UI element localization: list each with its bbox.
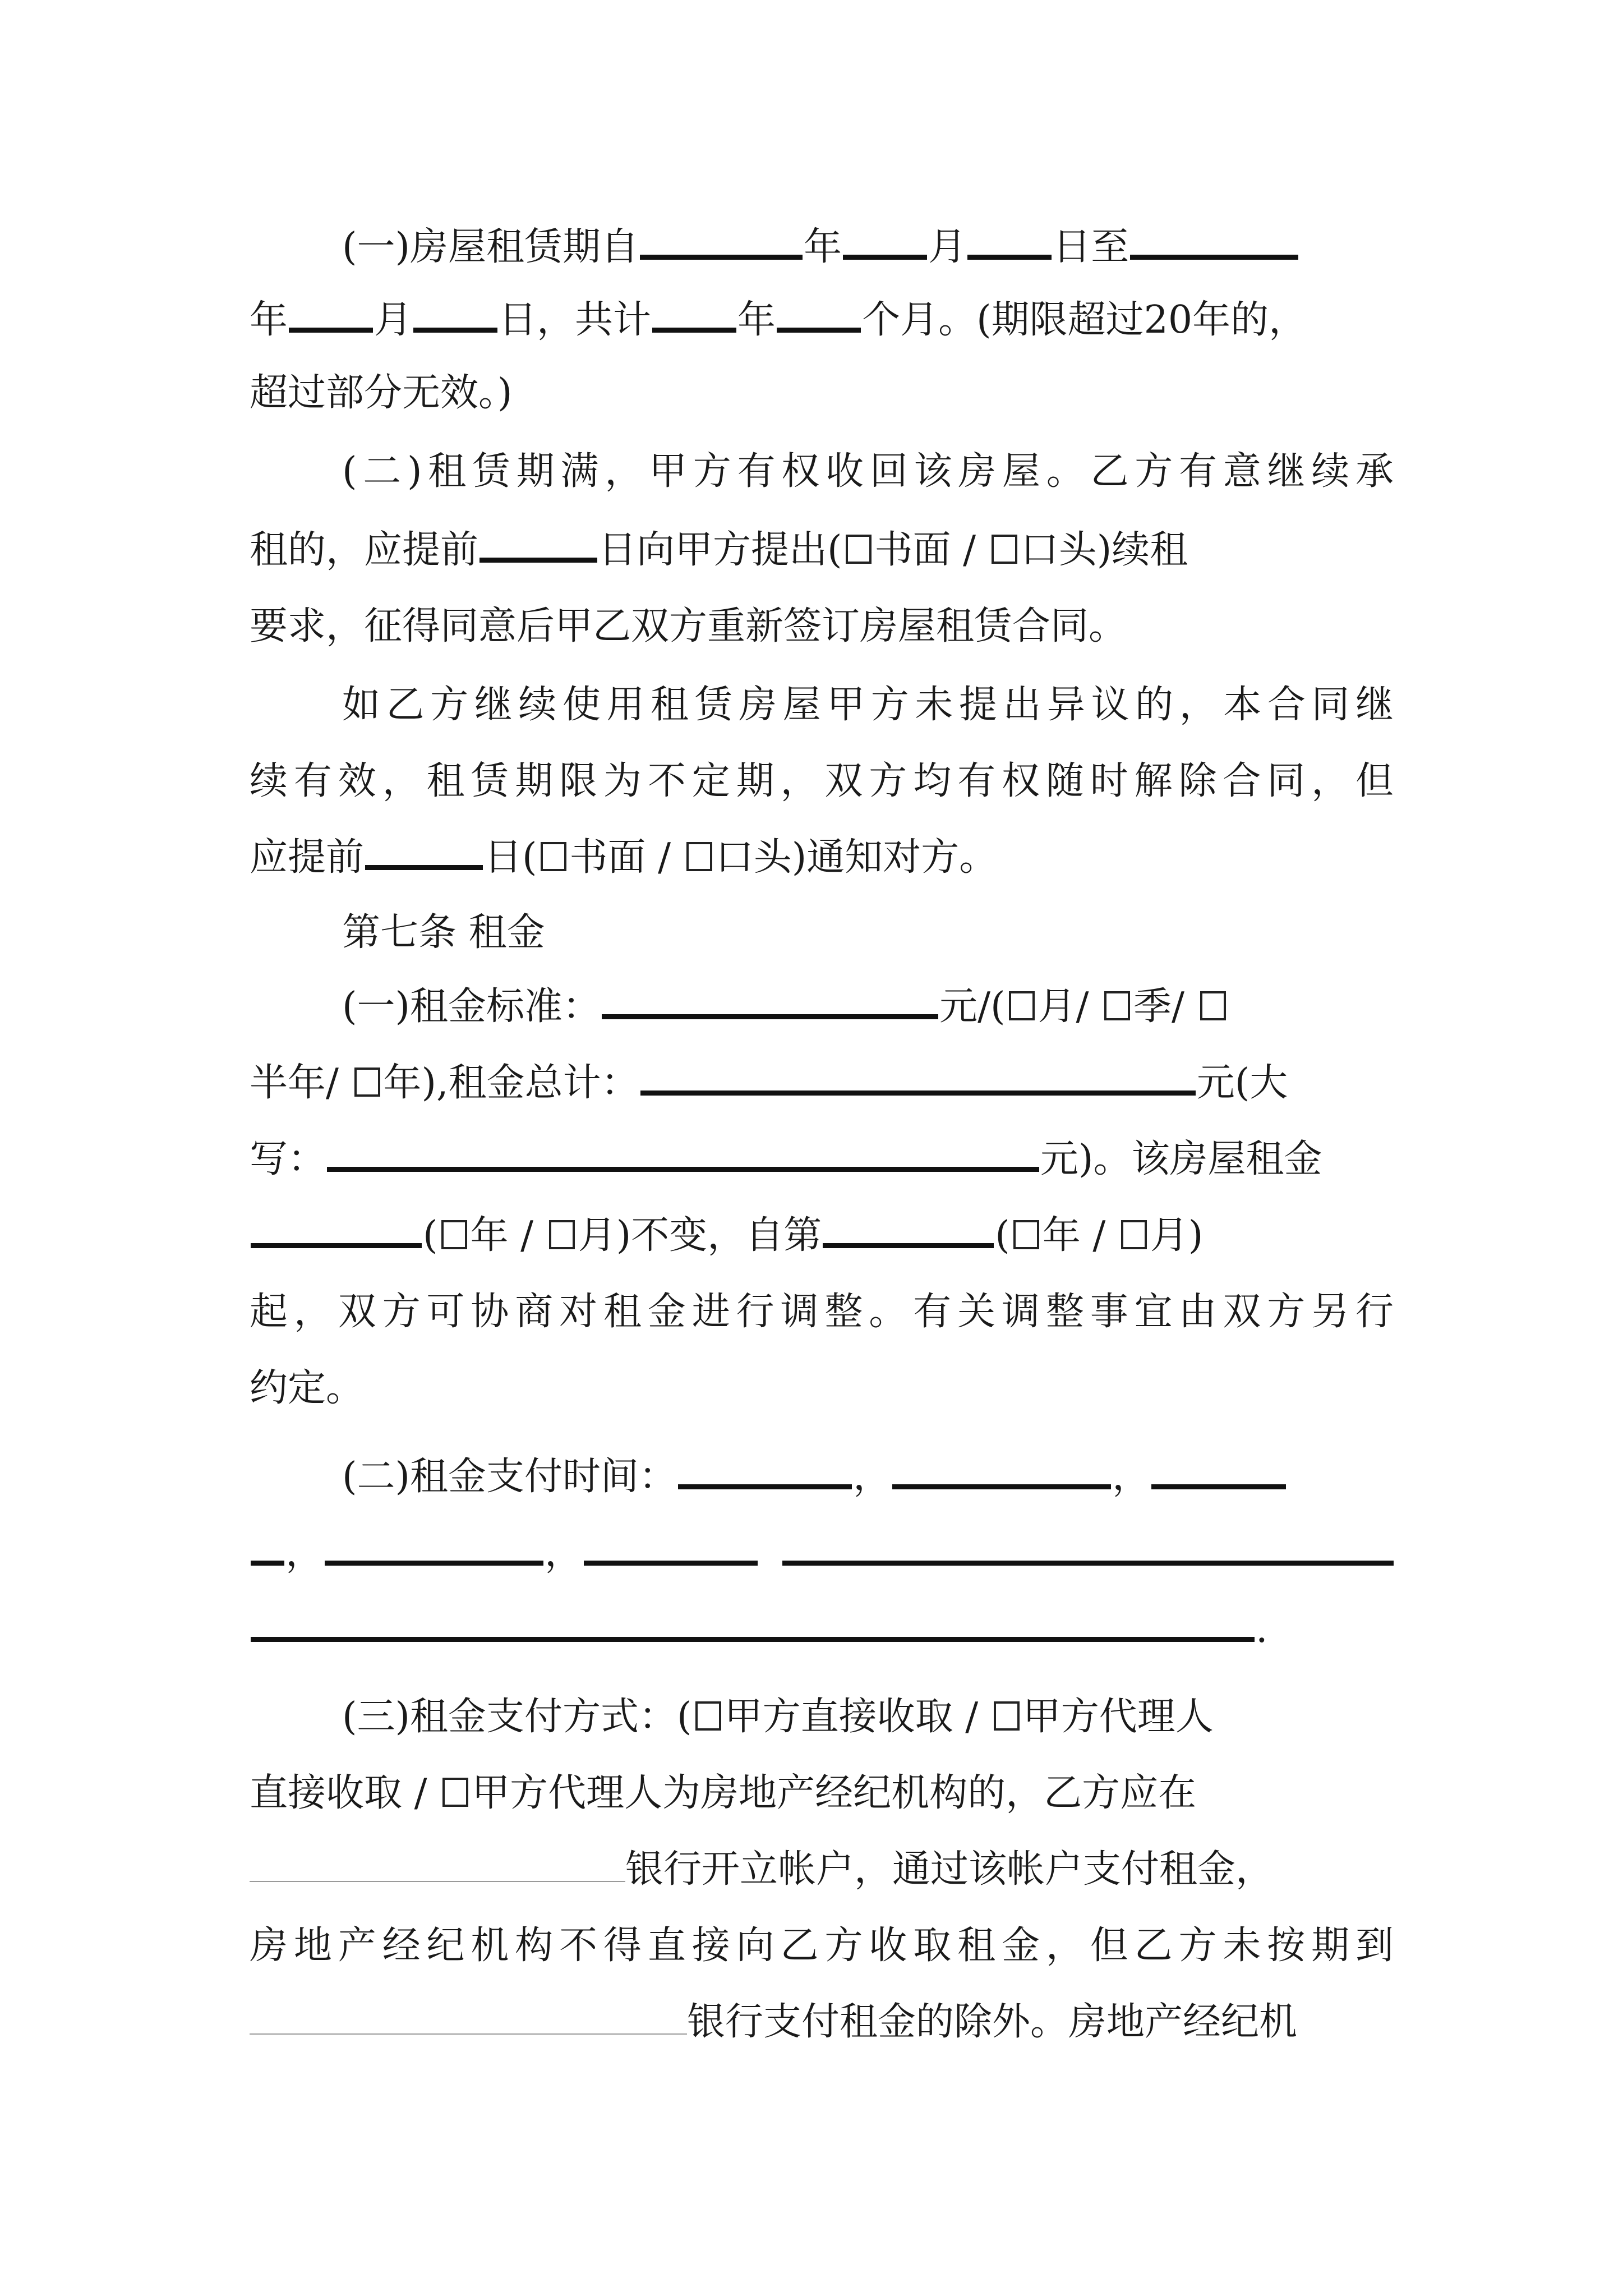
text: 日( [484, 835, 537, 880]
text: 日向甲方提出( [598, 528, 842, 572]
text: 元(大 [1196, 1061, 1288, 1105]
term-line-1 [342, 211, 1394, 284]
text: 口头)续租 [1020, 528, 1188, 572]
written-checkbox[interactable] [846, 535, 872, 564]
text: 年 [804, 225, 842, 269]
rent-fixed-period-blank[interactable] [251, 1204, 422, 1248]
month-checkbox[interactable] [549, 1220, 575, 1249]
year-checkbox[interactable] [354, 1068, 380, 1097]
broker-agent-checkbox[interactable] [442, 1778, 468, 1807]
text: 个月。(期限超过20年的， [862, 298, 1307, 342]
separator: ， [853, 1455, 892, 1499]
pay-time-blank[interactable] [782, 1521, 1394, 1566]
day-end-blank[interactable] [413, 288, 497, 333]
rent-standard-line-2 [250, 1047, 1394, 1120]
period: . [1256, 1607, 1268, 1651]
notice-days-blank[interactable] [365, 826, 483, 870]
renewal-line-5: 续有效，租赁期限为不定期，双方均有权随时解除合同，但 [250, 759, 1394, 803]
text: 月)不变，自第 [578, 1213, 822, 1258]
renewal-line-1: (二)租赁期满，甲方有权收回该房屋。乙方有意继续承 [342, 449, 1394, 494]
article-7-title: 第七条 租金 [342, 910, 545, 955]
rent-standard-line-1 [342, 970, 1394, 1043]
text: 写： [250, 1137, 326, 1181]
landlord-direct-checkbox[interactable] [695, 1701, 721, 1731]
text: 元)。该房屋租金 [1040, 1137, 1322, 1181]
oral-checkbox[interactable] [992, 535, 1017, 564]
text: 口头)通知对方。 [715, 835, 998, 880]
rent-total-blank[interactable] [640, 1051, 1196, 1096]
pay-method-line-3 [250, 1833, 1394, 1906]
term-line-3: 超过部分无效。) [250, 371, 513, 415]
text: 日，共计 [499, 298, 652, 342]
month-checkbox[interactable] [1009, 991, 1035, 1020]
text: 月 [928, 225, 967, 269]
written-checkbox[interactable] [541, 842, 566, 871]
rent-standard-line-5: 起，双方可协商对租金进行调整。有关调整事宜由双方另行 [250, 1290, 1394, 1334]
text: 甲方代理人为房地产经纪机构的，乙方应在 [472, 1771, 1197, 1815]
pay-method-line-1 [342, 1681, 1394, 1754]
pay-method-line-5 [250, 1986, 1394, 2059]
year-start-blank[interactable] [640, 215, 803, 260]
renewal-line-4: 如乙方继续使用租赁房屋甲方未提出异议的，本合同继 [342, 683, 1394, 727]
pay-time-blank[interactable] [325, 1521, 543, 1566]
pay-time-line-1 [342, 1441, 1394, 1513]
month-start-blank[interactable] [843, 215, 927, 260]
text: 月 [374, 298, 413, 342]
year-checkbox[interactable] [1013, 1220, 1039, 1249]
text: 日至 [1053, 225, 1129, 269]
pay-time-blank[interactable] [584, 1521, 758, 1566]
adjust-from-blank[interactable] [823, 1204, 994, 1248]
separator: ， [545, 1531, 583, 1575]
separator: ， [285, 1531, 324, 1575]
pay-time-blank[interactable] [892, 1445, 1111, 1489]
text: ( [995, 1213, 1010, 1258]
text: 月) [1150, 1213, 1204, 1258]
pay-method-line-4: 房地产经纪机构不得直接向乙方收取租金，但乙方未按期到 [250, 1924, 1394, 1968]
bank-name-blank[interactable] [250, 1994, 687, 2035]
text: 书面 / [874, 528, 988, 572]
oral-checkbox[interactable] [686, 842, 712, 871]
text: 月/ [1038, 984, 1101, 1029]
rent-standard-line-6: 约定。 [250, 1366, 365, 1410]
year-checkbox[interactable] [441, 1220, 467, 1249]
text: 年 [250, 298, 288, 342]
text: 书面 / [569, 835, 683, 880]
text: 年 [737, 298, 776, 342]
text: (一)房屋租赁期自 [342, 225, 639, 269]
text: 银行开立帐户，通过该帐户支付租金， [625, 1847, 1274, 1892]
bank-name-blank[interactable] [250, 1842, 625, 1882]
text: 年),租金总计： [383, 1061, 639, 1105]
text: 半年/ [250, 1061, 351, 1105]
text: 直接收取 / [250, 1771, 440, 1815]
text: 应提前 [250, 835, 365, 880]
renewal-line-3: 要求，征得同意后甲乙双方重新签订房屋租赁合同。 [250, 604, 1127, 648]
pay-time-blank[interactable] [251, 1598, 1255, 1642]
agent-direct-checkbox[interactable] [994, 1701, 1020, 1731]
text: 年 / [1042, 1213, 1118, 1258]
renewal-line-2 [250, 514, 1394, 587]
term-line-2 [250, 284, 1394, 357]
half-year-checkbox[interactable] [1200, 991, 1226, 1020]
year-end-blank[interactable] [1130, 215, 1298, 260]
pay-time-line-2 [250, 1517, 1394, 1590]
pay-time-line-3 [250, 1593, 1394, 1666]
text: 季/ [1133, 984, 1197, 1029]
text: 年 / [470, 1213, 546, 1258]
rent-total-capital-blank[interactable] [327, 1128, 1039, 1172]
pay-method-line-2 [250, 1757, 1394, 1830]
rent-standard-line-3 [250, 1123, 1394, 1196]
month-checkbox[interactable] [1121, 1220, 1147, 1249]
text: 甲方直接收取 / [724, 1695, 990, 1739]
text: (三)租金支付方式：( [342, 1695, 692, 1739]
rent-standard-line-4 [250, 1199, 1394, 1272]
renewal-notice-days-blank[interactable] [479, 518, 597, 563]
day-start-blank[interactable] [967, 215, 1052, 260]
text: (一)租金标准： [342, 984, 601, 1029]
text: (二)租金支付时间： [342, 1455, 677, 1499]
pay-time-blank[interactable] [678, 1445, 852, 1489]
total-months-blank[interactable] [777, 288, 861, 333]
text: 租的，应提前 [250, 528, 479, 572]
text: ( [423, 1213, 438, 1258]
renewal-line-6 [250, 821, 1394, 894]
pay-time-blank[interactable] [1151, 1445, 1286, 1489]
month-end-blank[interactable] [289, 288, 373, 333]
rent-amount-blank[interactable] [602, 975, 938, 1019]
pay-time-blank[interactable] [251, 1521, 284, 1566]
text: 元/( [939, 984, 1006, 1029]
total-years-blank[interactable] [652, 288, 736, 333]
text: 甲方代理人 [1022, 1695, 1214, 1739]
separator: ， [1112, 1455, 1151, 1499]
season-checkbox[interactable] [1104, 991, 1130, 1020]
text: 银行支付租金的除外。房地产经纪机 [687, 2000, 1298, 2044]
